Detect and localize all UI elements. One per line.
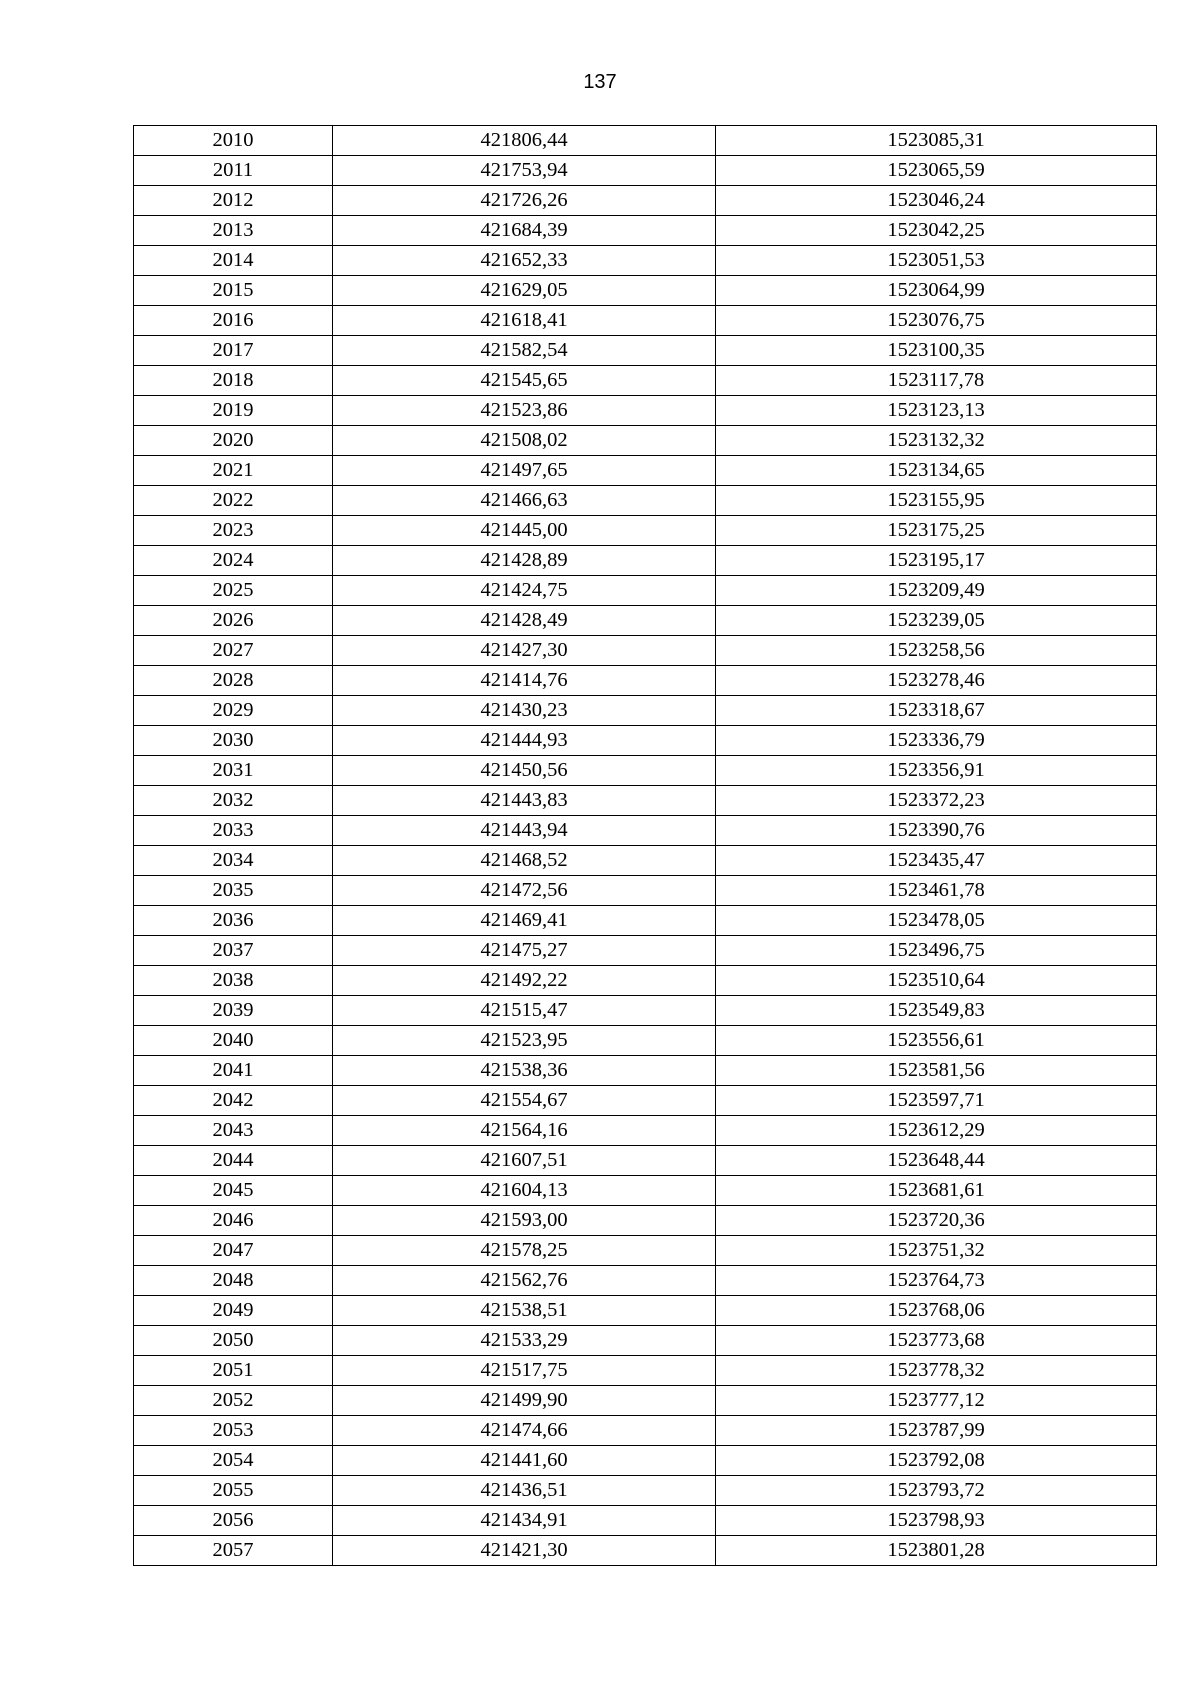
point-number-cell: 2053	[134, 1416, 333, 1446]
x-coordinate-cell: 421428,89	[333, 546, 716, 576]
point-number-cell: 2030	[134, 726, 333, 756]
y-coordinate-cell: 1523278,46	[716, 666, 1157, 696]
y-coordinate-cell: 1523195,17	[716, 546, 1157, 576]
x-coordinate-cell: 421523,86	[333, 396, 716, 426]
x-coordinate-cell: 421554,67	[333, 1086, 716, 1116]
table-row	[134, 216, 1157, 246]
table-row	[134, 126, 1157, 156]
point-number-cell: 2049	[134, 1296, 333, 1326]
point-number-cell: 2026	[134, 606, 333, 636]
x-coordinate-cell: 421523,95	[333, 1026, 716, 1056]
point-number-cell: 2014	[134, 246, 333, 276]
table-row	[134, 816, 1157, 846]
table-row	[134, 1236, 1157, 1266]
point-number-cell: 2022	[134, 486, 333, 516]
x-coordinate-cell: 421443,94	[333, 816, 716, 846]
table-row	[134, 516, 1157, 546]
table-row	[134, 756, 1157, 786]
table-row	[134, 546, 1157, 576]
table-row	[134, 1146, 1157, 1176]
y-coordinate-cell: 1523435,47	[716, 846, 1157, 876]
point-number-cell: 2037	[134, 936, 333, 966]
table-row	[134, 486, 1157, 516]
point-number-cell: 2032	[134, 786, 333, 816]
x-coordinate-cell: 421421,30	[333, 1536, 716, 1566]
table-row	[134, 426, 1157, 456]
y-coordinate-cell: 1523510,64	[716, 966, 1157, 996]
table-row	[134, 1386, 1157, 1416]
point-number-cell: 2013	[134, 216, 333, 246]
y-coordinate-cell: 1523100,35	[716, 336, 1157, 366]
y-coordinate-cell: 1523778,32	[716, 1356, 1157, 1386]
table-row	[134, 1416, 1157, 1446]
x-coordinate-cell: 421424,75	[333, 576, 716, 606]
x-coordinate-cell: 421475,27	[333, 936, 716, 966]
point-number-cell: 2016	[134, 306, 333, 336]
point-number-cell: 2025	[134, 576, 333, 606]
table-row	[134, 246, 1157, 276]
point-number-cell: 2033	[134, 816, 333, 846]
table-row	[134, 306, 1157, 336]
y-coordinate-cell: 1523076,75	[716, 306, 1157, 336]
point-number-cell: 2031	[134, 756, 333, 786]
y-coordinate-cell: 1523798,93	[716, 1506, 1157, 1536]
table-row	[134, 606, 1157, 636]
point-number-cell: 2024	[134, 546, 333, 576]
y-coordinate-cell: 1523390,76	[716, 816, 1157, 846]
table-row	[134, 636, 1157, 666]
table-row	[134, 666, 1157, 696]
y-coordinate-cell: 1523549,83	[716, 996, 1157, 1026]
point-number-cell: 2041	[134, 1056, 333, 1086]
point-number-cell: 2019	[134, 396, 333, 426]
y-coordinate-cell: 1523777,12	[716, 1386, 1157, 1416]
x-coordinate-cell: 421538,36	[333, 1056, 716, 1086]
y-coordinate-cell: 1523356,91	[716, 756, 1157, 786]
y-coordinate-cell: 1523597,71	[716, 1086, 1157, 1116]
y-coordinate-cell: 1523318,67	[716, 696, 1157, 726]
x-coordinate-cell: 421593,00	[333, 1206, 716, 1236]
x-coordinate-cell: 421427,30	[333, 636, 716, 666]
y-coordinate-cell: 1523064,99	[716, 276, 1157, 306]
point-number-cell: 2057	[134, 1536, 333, 1566]
table-row	[134, 786, 1157, 816]
point-number-cell: 2028	[134, 666, 333, 696]
x-coordinate-cell: 421468,52	[333, 846, 716, 876]
y-coordinate-cell: 1523720,36	[716, 1206, 1157, 1236]
x-coordinate-cell: 421428,49	[333, 606, 716, 636]
x-coordinate-cell: 421533,29	[333, 1326, 716, 1356]
table-row	[134, 1116, 1157, 1146]
table-row	[134, 1086, 1157, 1116]
y-coordinate-cell: 1523117,78	[716, 366, 1157, 396]
x-coordinate-cell: 421443,83	[333, 786, 716, 816]
table-row	[134, 1446, 1157, 1476]
point-number-cell: 2051	[134, 1356, 333, 1386]
x-coordinate-cell: 421806,44	[333, 126, 716, 156]
x-coordinate-cell: 421436,51	[333, 1476, 716, 1506]
point-number-cell: 2027	[134, 636, 333, 666]
x-coordinate-cell: 421469,41	[333, 906, 716, 936]
table-row	[134, 366, 1157, 396]
y-coordinate-cell: 1523581,56	[716, 1056, 1157, 1086]
x-coordinate-cell: 421472,56	[333, 876, 716, 906]
point-number-cell: 2042	[134, 1086, 333, 1116]
table-row	[134, 276, 1157, 306]
table-row	[134, 1476, 1157, 1506]
point-number-cell: 2029	[134, 696, 333, 726]
point-number-cell: 2052	[134, 1386, 333, 1416]
point-number-cell: 2048	[134, 1266, 333, 1296]
point-number-cell: 2036	[134, 906, 333, 936]
y-coordinate-cell: 1523372,23	[716, 786, 1157, 816]
table-row	[134, 156, 1157, 186]
table-row	[134, 726, 1157, 756]
x-coordinate-cell: 421652,33	[333, 246, 716, 276]
point-number-cell: 2050	[134, 1326, 333, 1356]
point-number-cell: 2015	[134, 276, 333, 306]
table-row	[134, 1296, 1157, 1326]
x-coordinate-cell: 421578,25	[333, 1236, 716, 1266]
y-coordinate-cell: 1523751,32	[716, 1236, 1157, 1266]
page-number: 137	[583, 71, 617, 93]
table-row	[134, 396, 1157, 426]
table-row	[134, 966, 1157, 996]
x-coordinate-cell: 421492,22	[333, 966, 716, 996]
point-number-cell: 2020	[134, 426, 333, 456]
x-coordinate-cell: 421564,16	[333, 1116, 716, 1146]
x-coordinate-cell: 421474,66	[333, 1416, 716, 1446]
point-number-cell: 2047	[134, 1236, 333, 1266]
point-number-cell: 2011	[134, 156, 333, 186]
table-row	[134, 1356, 1157, 1386]
point-number-cell: 2045	[134, 1176, 333, 1206]
y-coordinate-cell: 1523787,99	[716, 1416, 1157, 1446]
y-coordinate-cell: 1523478,05	[716, 906, 1157, 936]
point-number-cell: 2054	[134, 1446, 333, 1476]
x-coordinate-cell: 421753,94	[333, 156, 716, 186]
y-coordinate-cell: 1523065,59	[716, 156, 1157, 186]
table-row	[134, 186, 1157, 216]
point-number-cell: 2056	[134, 1506, 333, 1536]
x-coordinate-cell: 421466,63	[333, 486, 716, 516]
table-row	[134, 1206, 1157, 1236]
y-coordinate-cell: 1523681,61	[716, 1176, 1157, 1206]
table-row	[134, 1176, 1157, 1206]
point-number-cell: 2021	[134, 456, 333, 486]
table-row	[134, 846, 1157, 876]
y-coordinate-cell: 1523239,05	[716, 606, 1157, 636]
point-number-cell: 2034	[134, 846, 333, 876]
y-coordinate-cell: 1523336,79	[716, 726, 1157, 756]
y-coordinate-cell: 1523768,06	[716, 1296, 1157, 1326]
table-row	[134, 456, 1157, 486]
x-coordinate-cell: 421538,51	[333, 1296, 716, 1326]
point-number-cell: 2044	[134, 1146, 333, 1176]
x-coordinate-cell: 421441,60	[333, 1446, 716, 1476]
point-number-cell: 2043	[134, 1116, 333, 1146]
table-row	[134, 936, 1157, 966]
y-coordinate-cell: 1523648,44	[716, 1146, 1157, 1176]
table-row	[134, 876, 1157, 906]
x-coordinate-cell: 421618,41	[333, 306, 716, 336]
point-number-cell: 2017	[134, 336, 333, 366]
x-coordinate-cell: 421515,47	[333, 996, 716, 1026]
point-number-cell: 2035	[134, 876, 333, 906]
x-coordinate-cell: 421414,76	[333, 666, 716, 696]
table-row	[134, 336, 1157, 366]
point-number-cell: 2046	[134, 1206, 333, 1236]
point-number-cell: 2010	[134, 126, 333, 156]
y-coordinate-cell: 1523792,08	[716, 1446, 1157, 1476]
table-row	[134, 996, 1157, 1026]
coordinates-table	[133, 125, 1157, 1566]
x-coordinate-cell: 421430,23	[333, 696, 716, 726]
x-coordinate-cell: 421545,65	[333, 366, 716, 396]
point-number-cell: 2040	[134, 1026, 333, 1056]
x-coordinate-cell: 421497,65	[333, 456, 716, 486]
x-coordinate-cell: 421582,54	[333, 336, 716, 366]
y-coordinate-cell: 1523085,31	[716, 126, 1157, 156]
y-coordinate-cell: 1523046,24	[716, 186, 1157, 216]
x-coordinate-cell: 421726,26	[333, 186, 716, 216]
x-coordinate-cell: 421434,91	[333, 1506, 716, 1536]
table-row	[134, 1326, 1157, 1356]
table-row	[134, 1506, 1157, 1536]
coordinates-table-body	[134, 126, 1157, 1566]
point-number-cell: 2039	[134, 996, 333, 1026]
y-coordinate-cell: 1523051,53	[716, 246, 1157, 276]
table-row	[134, 1536, 1157, 1566]
point-number-cell: 2038	[134, 966, 333, 996]
point-number-cell: 2055	[134, 1476, 333, 1506]
table-row	[134, 696, 1157, 726]
table-row	[134, 1266, 1157, 1296]
y-coordinate-cell: 1523773,68	[716, 1326, 1157, 1356]
x-coordinate-cell: 421445,00	[333, 516, 716, 546]
x-coordinate-cell: 421499,90	[333, 1386, 716, 1416]
x-coordinate-cell: 421604,13	[333, 1176, 716, 1206]
x-coordinate-cell: 421508,02	[333, 426, 716, 456]
point-number-cell: 2012	[134, 186, 333, 216]
y-coordinate-cell: 1523461,78	[716, 876, 1157, 906]
y-coordinate-cell: 1523801,28	[716, 1536, 1157, 1566]
x-coordinate-cell: 421607,51	[333, 1146, 716, 1176]
y-coordinate-cell: 1523155,95	[716, 486, 1157, 516]
y-coordinate-cell: 1523612,29	[716, 1116, 1157, 1146]
point-number-cell: 2023	[134, 516, 333, 546]
table-row	[134, 576, 1157, 606]
table-row	[134, 1026, 1157, 1056]
x-coordinate-cell: 421629,05	[333, 276, 716, 306]
y-coordinate-cell: 1523764,73	[716, 1266, 1157, 1296]
y-coordinate-cell: 1523123,13	[716, 396, 1157, 426]
x-coordinate-cell: 421450,56	[333, 756, 716, 786]
y-coordinate-cell: 1523496,75	[716, 936, 1157, 966]
x-coordinate-cell: 421562,76	[333, 1266, 716, 1296]
y-coordinate-cell: 1523258,56	[716, 636, 1157, 666]
x-coordinate-cell: 421444,93	[333, 726, 716, 756]
y-coordinate-cell: 1523134,65	[716, 456, 1157, 486]
y-coordinate-cell: 1523793,72	[716, 1476, 1157, 1506]
x-coordinate-cell: 421684,39	[333, 216, 716, 246]
x-coordinate-cell: 421517,75	[333, 1356, 716, 1386]
y-coordinate-cell: 1523175,25	[716, 516, 1157, 546]
y-coordinate-cell: 1523042,25	[716, 216, 1157, 246]
y-coordinate-cell: 1523132,32	[716, 426, 1157, 456]
table-row	[134, 906, 1157, 936]
y-coordinate-cell: 1523209,49	[716, 576, 1157, 606]
y-coordinate-cell: 1523556,61	[716, 1026, 1157, 1056]
table-row	[134, 1056, 1157, 1086]
point-number-cell: 2018	[134, 366, 333, 396]
